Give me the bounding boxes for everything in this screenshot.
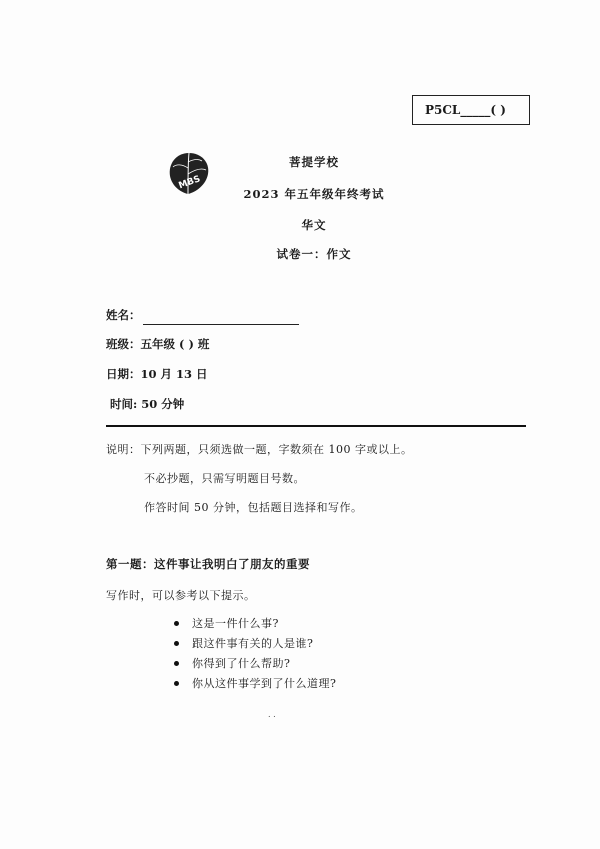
question-title: 第一题：这件事让我明白了朋友的重要 (106, 557, 310, 571)
scan-specks: . . (268, 710, 276, 719)
name-blank (143, 310, 299, 325)
school-name: 菩提学校 (289, 155, 339, 169)
paper-title: 试卷一：作文 (276, 247, 352, 261)
question-hint: 写作时，可以参考以下提示。 (106, 589, 256, 602)
section-divider (106, 425, 526, 427)
name-field (106, 307, 299, 325)
class-label: 班级：五年级 ( ) 班 (106, 337, 210, 351)
prompt-text: 这是一件什么事? (192, 617, 279, 630)
list-item (172, 634, 336, 654)
prompt-text: 你得到了什么帮助? (192, 657, 291, 670)
prompt-text: 跟这件事有关的人是谁? (192, 637, 314, 650)
name-label: 姓名： (106, 308, 141, 322)
prompt-list (172, 614, 336, 694)
prompt-text: 你从这件事学到了什么道理? (192, 677, 337, 690)
instruction-line-3: 作答时间 50 分钟，包括题目选择和写作。 (144, 501, 363, 514)
logo-text: MBS (177, 174, 202, 192)
bullet-icon (174, 661, 179, 666)
list-item (172, 654, 336, 674)
list-item (172, 614, 336, 634)
time-label: 时间: 50 分钟 (110, 397, 185, 411)
instruction-line-2: 不必抄题，只需写明题目号数。 (144, 472, 305, 485)
date-label: 日期：10 月 13 日 (106, 367, 208, 381)
bullet-icon (174, 681, 179, 686)
instruction-line-1: 说明：下列两题，只须选做一题，字数须在 100 字或以上。 (106, 443, 413, 456)
list-item (172, 674, 336, 694)
bullet-icon (174, 621, 179, 626)
bullet-icon (174, 641, 179, 646)
class-code-box: P5CL_____( ) (412, 95, 530, 125)
exam-title: 2023 年五年级年终考试 (243, 187, 385, 201)
subject-title: 华文 (301, 218, 327, 232)
